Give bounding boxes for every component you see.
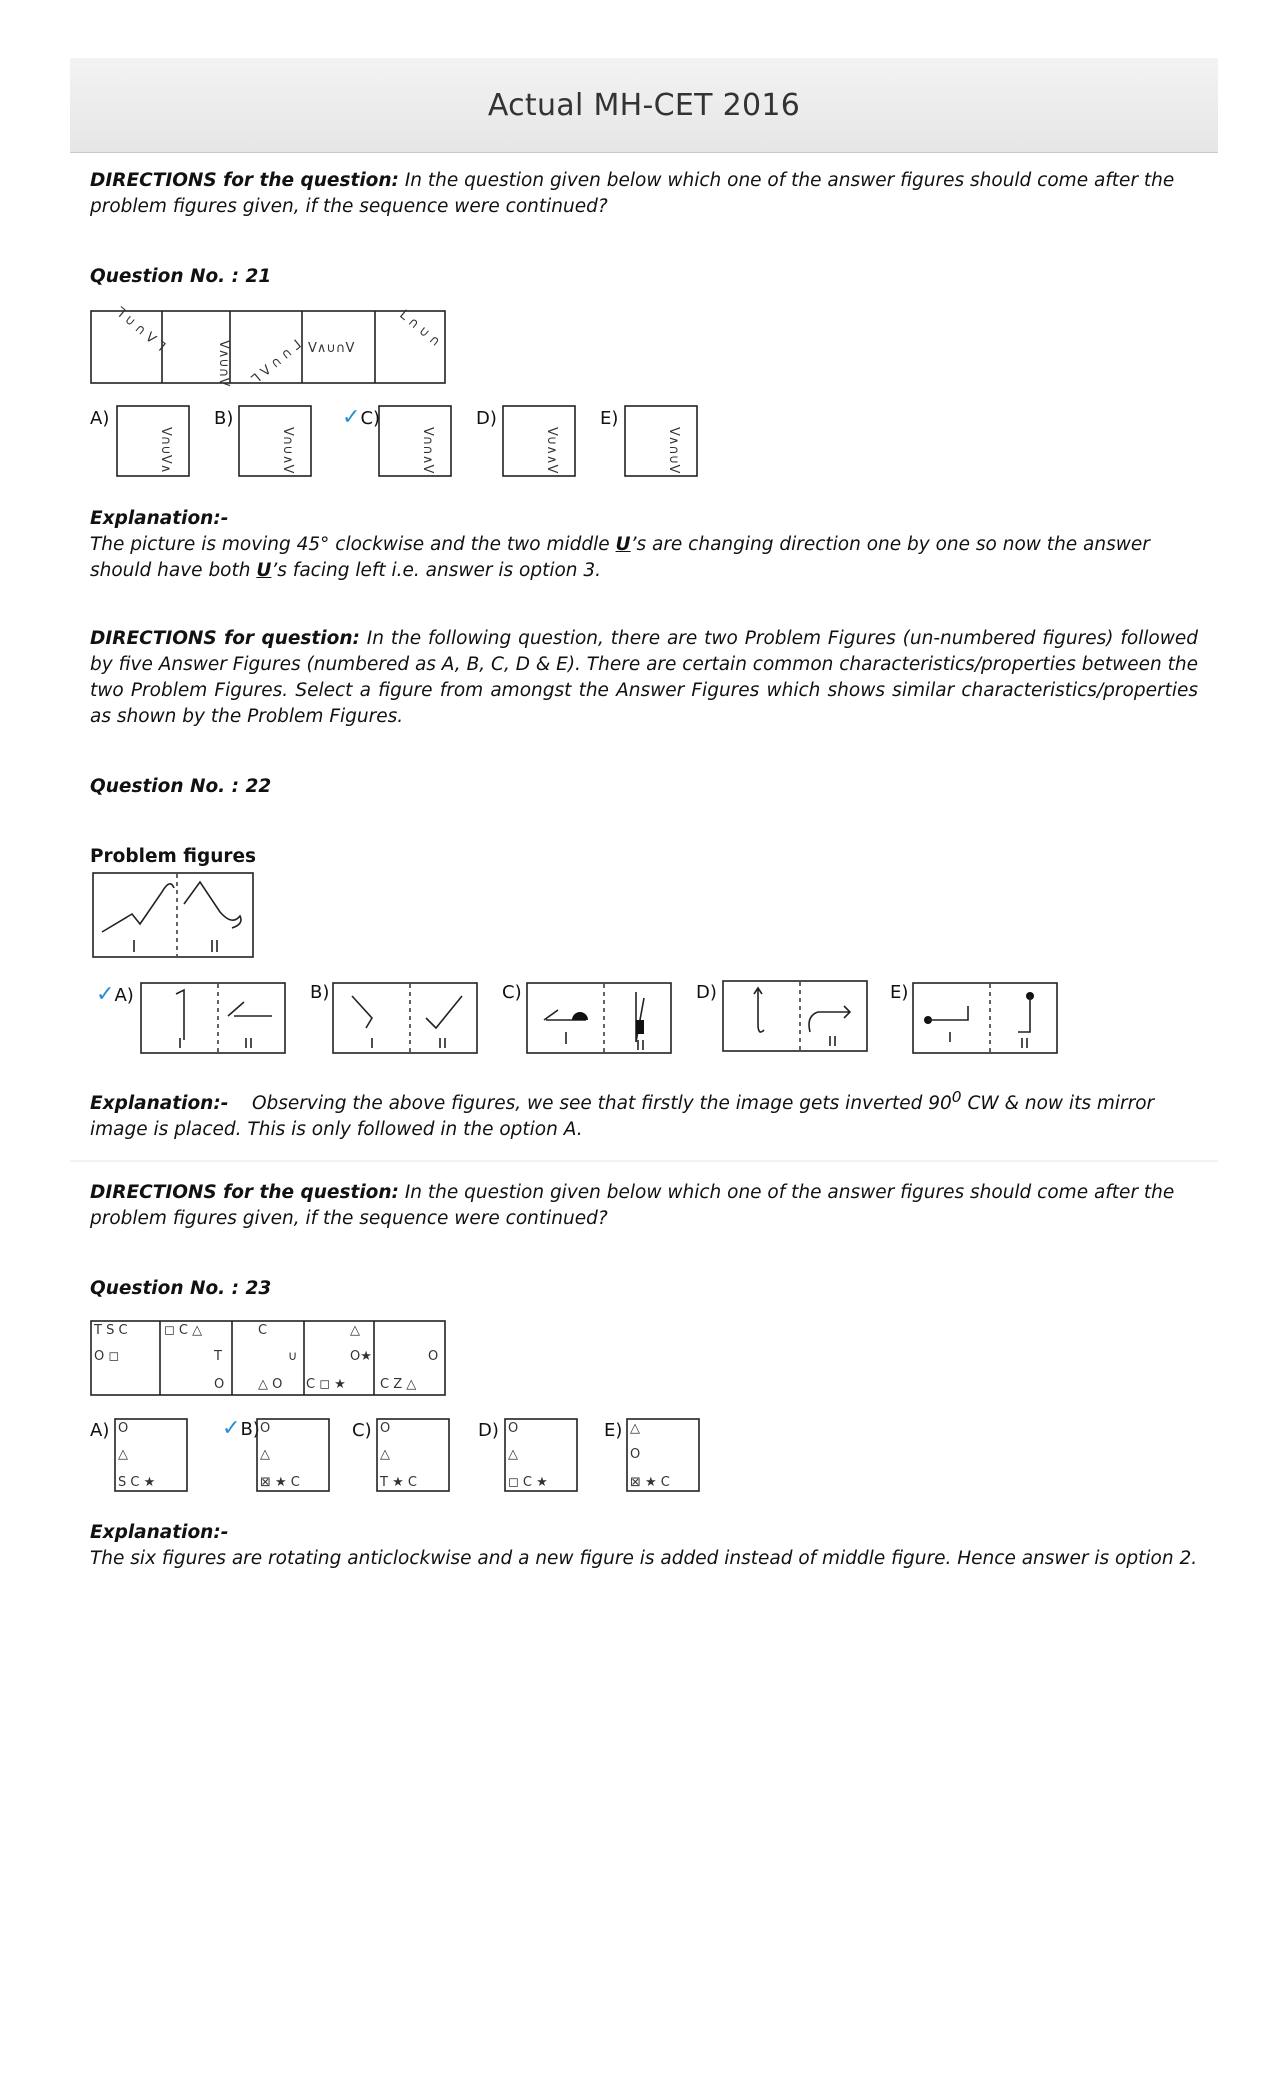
q21-option-a-figure[interactable] [116,405,190,477]
svg-text:C: C [258,1323,268,1338]
svg-text:△: △ [350,1323,360,1338]
q23-option-b-text: B) [240,1419,260,1440]
q21-explanation-part3: ’s facing left i.e. answer is option 3. [271,560,602,581]
checkmark-icon: ✓ [96,982,115,1007]
q22-explanation-part2: CW & now its mirror image is placed. This is only followed in the option A. [90,1093,1155,1141]
q23-explanation-label: Explanation:- [90,1522,229,1543]
svg-text:T: T [214,1349,222,1364]
section-divider [70,1160,1218,1162]
q23-number: Question No. : 23 [90,1278,272,1299]
svg-text:⊠ ★ C: ⊠ ★ C [260,1475,300,1490]
q21-explanation [90,506,1198,584]
svg-text:V∧∪∩V: V∧∪∩V [308,341,355,356]
svg-text:S C ★: S C ★ [118,1475,156,1490]
checkmark-icon: ✓ [222,1416,241,1441]
svg-text:O: O [380,1421,391,1436]
svg-text:O: O [630,1447,641,1462]
q22-number: Question No. : 22 [90,776,272,797]
q22-directions [90,626,1198,730]
q22-option-a-label[interactable] [96,982,134,1007]
svg-text:ᒣ V ∩ ∩ ᒧ: ᒣ V ∩ ∩ ᒧ [248,337,305,388]
q22-explanation-label: Explanation:- [90,1093,229,1115]
q21-explanation-part1: The picture is moving 45° clockwise and the two middle [90,534,616,555]
q21-directions [90,168,1198,220]
svg-text:O ◻: O ◻ [94,1349,120,1364]
q22-option-b-figure[interactable] [332,982,478,1054]
q23-explanation-text: The six figures are rotating anticlockwise and a new figure is added instead of middle figure. Hence answer is option 2. [90,1548,1198,1569]
q23-option-a-label[interactable]: A) [90,1420,110,1441]
q23-directions-label: DIRECTIONS for the question: [90,1182,399,1203]
q21-option-b-figure[interactable] [238,405,312,477]
q21-directions-text: In the question given below which one of the answer figures should come after the problem figures given, if the sequence were continued? [90,170,1175,217]
svg-text:O: O [214,1377,225,1392]
q23-explanation [90,1520,1198,1572]
q22-option-e-label[interactable]: E) [890,982,909,1003]
q21-option-c-figure[interactable] [378,405,452,477]
q23-directions [90,1180,1198,1232]
svg-text:T S C: T S C [94,1323,128,1338]
q21-problem-figures [90,304,446,388]
q23-problem-figures [90,1320,446,1396]
q21-option-c-text: C) [360,408,381,429]
q21-option-d-figure[interactable] [502,405,576,477]
svg-text:△: △ [260,1447,270,1462]
svg-text:△: △ [630,1421,640,1436]
q23-option-d-label[interactable]: D) [478,1420,499,1441]
q22-option-e-figure[interactable] [912,982,1058,1054]
svg-text:ᒣ ∪ ∩ V ᒣ: ᒣ ∪ ∩ V ᒣ [112,304,168,355]
q21-u-letter-2: U [256,560,272,581]
svg-text:V∩∩∧V: V∩∩∧V [420,427,435,474]
q23-option-d-figure[interactable] [504,1418,578,1492]
q22-degree-sup: 0 [951,1088,962,1106]
svg-text:V∧∪∩V: V∧∪∩V [216,340,231,387]
q23-option-c-figure[interactable] [376,1418,450,1492]
q21-option-e-label[interactable]: E) [600,408,619,429]
q22-explanation [90,1084,1198,1143]
svg-text:O: O [260,1421,271,1436]
svg-text:△ O: △ O [258,1377,283,1392]
q22-option-c-label[interactable]: C) [502,982,522,1003]
q22-directions-text: In the following question, there are two Problem Figures (un-numbered figures) followed by five Answer Figures (numbered as A, B, C, D & E). There are certain common characteristics/properties between the two Problem Figures. Select a figure from amongst the Answer Figures which shows similar characteristics/properties as shown by the Problem Figures. [90,628,1199,727]
q21-option-c-label[interactable] [342,405,380,430]
svg-text:V∩∪V∧: V∩∪V∧ [158,427,173,474]
svg-text:V∪∧∧V: V∪∧∧V [544,427,559,474]
checkmark-icon: ✓ [342,405,361,430]
svg-text:ᒪ ∩ ∪ ∩: ᒪ ∩ ∪ ∩ [396,307,443,350]
q22-option-c-figure[interactable] [526,982,672,1054]
q22-problem-figure [92,872,254,958]
q22-problem-label: Problem figures [90,846,257,867]
q21-option-d-label[interactable]: D) [476,408,497,429]
svg-text:V∧∩∪V: V∧∩∪V [666,427,681,474]
q21-u-letter-1: U [615,534,631,555]
q22-option-d-label[interactable]: D) [696,982,717,1003]
q22-explanation-part1: Observing the above figures, we see that firstly the image gets inverted 90 [251,1093,952,1115]
q22-option-b-label[interactable]: B) [310,982,330,1003]
svg-text:△: △ [380,1447,390,1462]
q23-option-b-figure[interactable] [256,1418,330,1492]
q21-explanation-part2: ’s are changing direction one by one so now the answer should have both [90,534,1150,581]
q23-option-b-label[interactable] [222,1416,260,1441]
q22-directions-label: DIRECTIONS for question: [90,628,360,649]
svg-text:V∩∪∧V: V∩∪∧V [280,427,295,474]
q22-option-a-text: A) [114,985,134,1006]
svg-text:△: △ [508,1447,518,1462]
svg-text:⊠ ★ C: ⊠ ★ C [630,1475,670,1490]
q23-option-e-label[interactable]: E) [604,1420,623,1441]
page-title: Actual MH-CET 2016 [487,88,801,123]
svg-text:O: O [508,1421,519,1436]
q21-option-e-figure[interactable] [624,405,698,477]
svg-text:C Z △: C Z △ [380,1377,417,1392]
q22-option-a-figure[interactable] [140,982,286,1054]
page-header [70,58,1218,153]
q23-option-c-label[interactable]: C) [352,1420,372,1441]
q21-number: Question No. : 21 [90,266,272,287]
svg-text:◻ C △: ◻ C △ [164,1323,203,1338]
q21-explanation-label: Explanation:- [90,508,229,529]
q21-option-a-label[interactable]: A) [90,408,110,429]
q21-directions-label: DIRECTIONS for the question: [90,170,399,191]
svg-text:O: O [428,1349,439,1364]
q21-option-b-label[interactable]: B) [214,408,234,429]
svg-text:◻ C ★: ◻ C ★ [508,1475,548,1490]
q23-directions-text: In the question given below which one of the answer figures should come after the problem figures given, if the sequence were continued? [90,1182,1175,1229]
q22-option-d-figure[interactable] [722,980,868,1052]
q23-option-a-figure[interactable] [114,1418,188,1492]
q23-option-e-figure[interactable] [626,1418,700,1492]
svg-text:∪: ∪ [288,1349,298,1364]
svg-text:△: △ [118,1447,128,1462]
svg-text:O: O [118,1421,129,1436]
svg-text:O★: O★ [350,1349,372,1364]
svg-text:T ★ C: T ★ C [380,1475,417,1490]
svg-text:C ◻ ★: C ◻ ★ [306,1377,346,1392]
